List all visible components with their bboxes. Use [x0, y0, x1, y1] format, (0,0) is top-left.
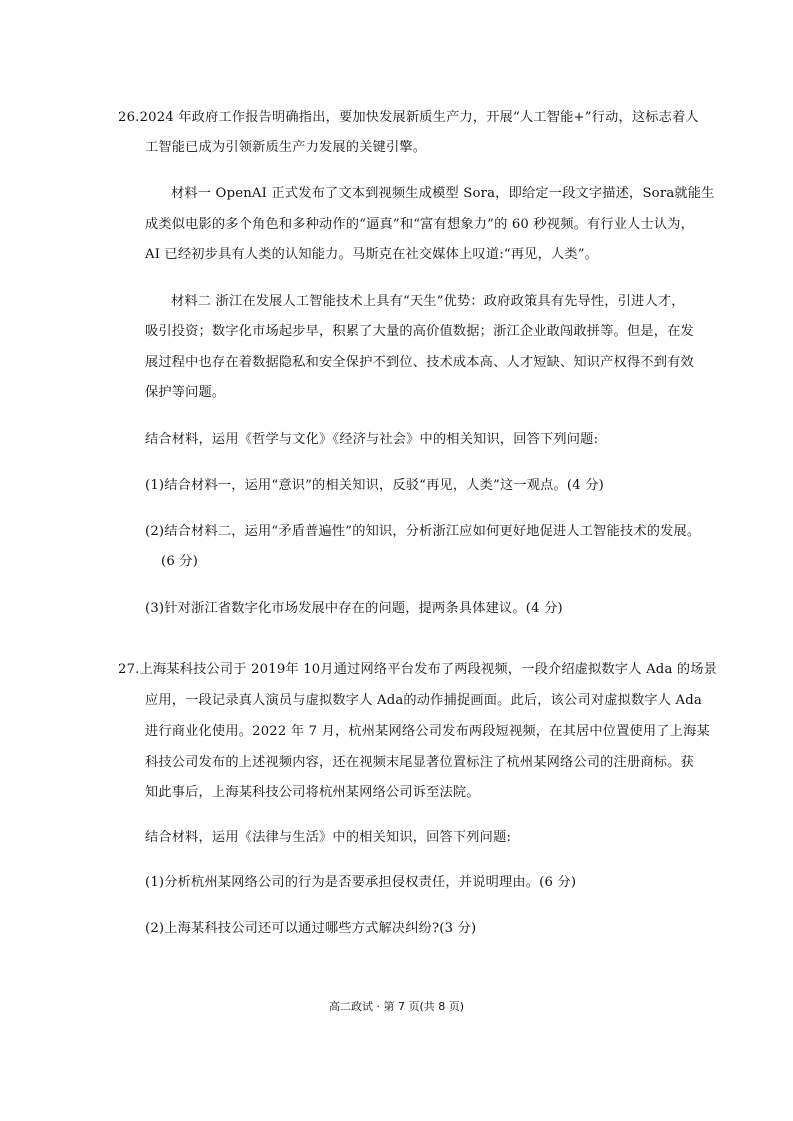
- q26-material-2-line-2: 吸引投资；数字化市场起步早，积累了大量的高价值数据；浙江企业敢闯敢拼等。但是，在发: [145, 324, 694, 339]
- q27-line-4: 科技公司发布的上述视频内容，还在视频末尾显著位置标注了杭州某网络公司的注册商标。获: [145, 755, 694, 770]
- q26-intro-line-2: 工智能已成为引领新质生产力发展的关键引擎。: [145, 140, 427, 155]
- q27-line-3: 进行商业化使用。2022 年 7 月，杭州某网络公司发布两段短视频，在其居中位置使用了上海某: [145, 724, 710, 739]
- q27-subquestion-1: (1)分析杭州某网络公司的行为是否要承担侵权责任，并说明理由。(6 分): [145, 875, 577, 890]
- q26-material-1-line-2: 成类似电影的多个角色和多种动作的“逼真”和“富有想象力”的 60 秒视频。有行业人士认为，: [145, 217, 695, 232]
- q27-line-5: 知此事后，上海某科技公司将杭州某网络公司诉至法院。: [145, 785, 480, 800]
- q26-prompt: 结合材料，运用《哲学与文化》《经济与社会》中的相关知识，回答下列问题:: [145, 432, 599, 447]
- q26-subquestion-2-line-1: (2)结合材料二，运用“矛盾普遍性”的知识，分析浙江应如何更好地促进人工智能技术的发展。: [145, 524, 701, 539]
- q26-material-1-line-3: AI 已经初步具有人类的认知能力。马斯克在社交媒体上叹道:“再见，人类”。: [145, 247, 599, 262]
- q26-intro-line-1: 26.2024 年政府工作报告明确指出，要加快发展新质生产力，开展“人工智能+”行动，这标志着人: [118, 110, 699, 125]
- q27-subquestion-2: (2)上海某科技公司还可以通过哪些方式解决纠纷?(3 分): [145, 921, 477, 936]
- q26-subquestion-3: (3)针对浙江省数字化市场发展中存在的问题，提两条具体建议。(4 分): [145, 601, 563, 616]
- q26-material-2-line-3: 展过程中也存在着数据隐私和安全保护不到位、技术成本高、人才短缺、知识产权得不到有效: [145, 355, 694, 370]
- q26-material-1-line-1: 材料一 OpenAI 正式发布了文本到视频生成模型 Sora，即给定一段文字描述，Sora就能生: [171, 186, 715, 201]
- q26-material-2-line-1: 材料二 浙江在发展人工智能技术上具有“天生”优势：政府政策具有先导性，引进人才，: [171, 294, 685, 309]
- q27-prompt: 结合材料，运用《法律与生活》中的相关知识，回答下列问题:: [145, 830, 512, 845]
- page-footer: 高二政试 · 第 7 页(共 8 页): [328, 1000, 465, 1013]
- q26-material-2-line-4: 保护等问题。: [145, 385, 226, 400]
- q27-line-2: 应用，一段记录真人演员与虚拟数字人 Ada的动作捕捉画面。此后，该公司对虚拟数字人 Ada: [145, 693, 702, 708]
- q26-subquestion-1: (1)结合材料一，运用“意识”的相关知识，反驳“再见，人类”这一观点。(4 分): [145, 478, 604, 493]
- q27-line-1: 27.上海某科技公司于 2019年 10月通过网络平台发布了两段视频，一段介绍虚拟数字人 Ada 的场景: [118, 662, 718, 677]
- q26-subquestion-2-line-2: (6 分): [161, 554, 199, 569]
